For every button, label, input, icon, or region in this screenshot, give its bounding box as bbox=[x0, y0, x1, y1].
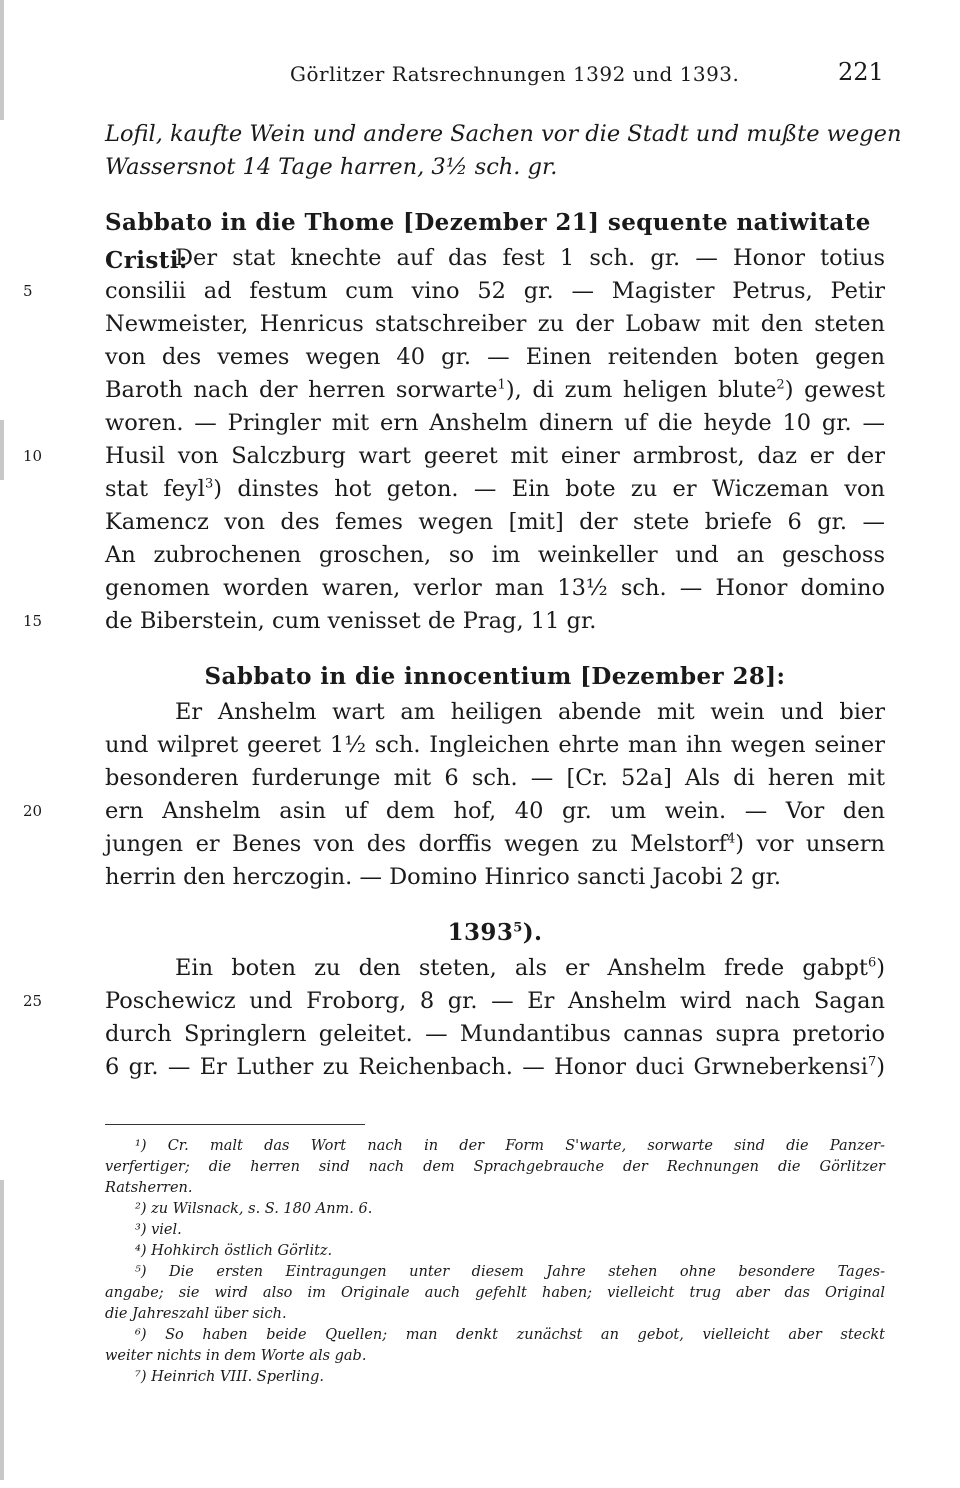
text-line bbox=[105, 1051, 885, 1084]
text-line: von des vemes wegen 40 gr. — Einen reitenden boten gegen bbox=[105, 344, 885, 370]
line-text: Husil von Salczburg wart geeret mit einer armbrost, daz er der bbox=[105, 443, 885, 469]
text-line bbox=[105, 828, 885, 861]
line-text: ) vor unsern bbox=[735, 831, 885, 857]
footnote: ⁴) Hohkirch östlich Görlitz. bbox=[135, 1243, 333, 1259]
line-text: Baroth nach der herren sorwarte bbox=[105, 377, 498, 403]
text-line bbox=[23, 275, 885, 308]
text-line bbox=[105, 473, 885, 506]
text-line bbox=[23, 605, 885, 638]
spacer bbox=[105, 894, 885, 914]
text-line: Newmeister, Henricus statschreiber zu der Lobaw mit den steten bbox=[105, 311, 885, 337]
footnote-divider bbox=[105, 1124, 365, 1125]
text-line bbox=[23, 985, 885, 1018]
text-line: genomen worden waren, verlor man 13½ sch. — Honor domino bbox=[105, 575, 885, 601]
section-heading: Sabbato in die Thome [Dezember 21] sequente natiwitate Cristi: bbox=[105, 209, 871, 274]
main-text bbox=[23, 118, 902, 1084]
footnote: ²) zu Wilsnack, s. S. 180 Anm. 6. bbox=[135, 1201, 373, 1217]
footnote: angabe; sie wird also im Originale auch gefehlt haben; vielleicht trug aber das Original bbox=[105, 1285, 885, 1301]
text-line: besonderen furderunge mit 6 sch. — [Cr. 52a] Als di heren mit bbox=[105, 765, 885, 791]
line-number: 10 bbox=[23, 447, 43, 465]
year-heading bbox=[105, 914, 885, 952]
text-line bbox=[105, 374, 885, 407]
footnote: ³) viel. bbox=[135, 1222, 182, 1238]
text-line: herrin den herczogin. — Domino Hinrico sancti Jacobi 2 gr. bbox=[105, 864, 782, 890]
text-line: Kamencz von des femes wegen [mit] der stete briefe 6 gr. — bbox=[105, 509, 885, 535]
footnote-ref: 4 bbox=[727, 831, 736, 847]
line-text: Poschewicz und Froborg, 8 gr. — Er Anshelm wird nach Sagan bbox=[105, 988, 885, 1014]
line-text: de Biberstein, cum venisset de Prag, 11 gr. bbox=[105, 608, 597, 634]
line-text: ern Anshelm asin uf dem hof, 40 gr. um wein. — Vor den bbox=[105, 798, 885, 824]
text-line: Der stat knechte auf das fest 1 sch. gr. — Honor totius bbox=[175, 245, 885, 271]
footnotes bbox=[105, 1136, 885, 1388]
line-text: stat feyl bbox=[105, 476, 205, 502]
text-line: Lofil, kaufte Wein und andere Sachen vor die Stadt und mußte wegen bbox=[105, 121, 902, 147]
line-text: ) bbox=[876, 955, 885, 981]
line-text: ) gewest bbox=[784, 377, 885, 403]
running-head: Görlitzer Ratsrechnungen 1392 und 1393. bbox=[290, 62, 740, 86]
year-suffix: ). bbox=[522, 919, 543, 946]
line-number: 15 bbox=[23, 612, 43, 630]
year: 1393 bbox=[447, 919, 514, 946]
text-line bbox=[23, 795, 885, 828]
spacer bbox=[105, 638, 885, 658]
footnote: ⁵) Die ersten Eintragungen unter diesem Jahre stehen ohne besondere Tages- bbox=[135, 1264, 885, 1280]
footnote: Ratsherren. bbox=[105, 1180, 193, 1196]
footnote-ref: 7 bbox=[867, 1054, 877, 1070]
footnote-ref: 1 bbox=[497, 377, 506, 393]
line-text: 6 gr. — Er Luther zu Reichenbach. — Honor duci Grwneberkensi bbox=[105, 1054, 868, 1080]
line-text: jungen er Benes von des dorffis wegen zu Melstorf bbox=[105, 831, 728, 857]
page-header bbox=[0, 58, 960, 88]
line-number: 5 bbox=[23, 282, 33, 300]
footnote: ⁶) So haben beide Quellen; man denkt zunächst an gebot, vielleicht aber steckt bbox=[135, 1327, 885, 1343]
line-number: 20 bbox=[23, 802, 43, 820]
footnote-ref: 3 bbox=[204, 476, 214, 492]
text-line: An zubrochenen groschen, so im weinkeller und an geschoss bbox=[105, 542, 885, 568]
line-text: consilii ad festum cum vino 52 gr. — Magister Petrus, Petir bbox=[105, 278, 885, 304]
line-text: ) dinstes hot geton. — Ein bote zu er Wiczeman von bbox=[213, 476, 885, 502]
section-heading: Sabbato in die innocentium [Dezember 28]: bbox=[204, 663, 786, 690]
page-number: 221 bbox=[838, 58, 884, 86]
spacer bbox=[105, 184, 885, 204]
text-line bbox=[105, 952, 885, 985]
scan-edge bbox=[0, 0, 6, 1488]
text-line bbox=[23, 440, 885, 473]
text-line: durch Springlern geleitet. — Mundantibus cannas supra pretorio bbox=[105, 1021, 885, 1047]
line-text: ), di zum heligen blute bbox=[505, 377, 777, 403]
footnote-ref: 6 bbox=[867, 955, 877, 971]
text-line: und wilpret geeret 1½ sch. Ingleichen ehrte man ihn wegen seiner bbox=[105, 732, 885, 758]
text-line: woren. — Pringler mit ern Anshelm dinern uf die heyde 10 gr. — bbox=[105, 410, 885, 436]
footnote-ref: 5 bbox=[513, 920, 523, 936]
line-text: ) bbox=[876, 1054, 885, 1080]
footnote: ⁷) Heinrich VIII. Sperling. bbox=[135, 1369, 325, 1385]
footnote: weiter nichts in dem Worte als gab. bbox=[105, 1348, 367, 1364]
text-line: Er Anshelm wart am heiligen abende mit wein und bier bbox=[175, 699, 885, 725]
footnote: die Jahreszahl über sich. bbox=[105, 1306, 287, 1322]
footnote-ref: 2 bbox=[776, 377, 785, 393]
text-line: Wassersnot 14 Tage harren, 3½ sch. gr. bbox=[105, 154, 558, 180]
footnote: ¹) Cr. malt das Wort nach in der Form S'warte, sorwarte sind die Panzer- bbox=[135, 1138, 885, 1154]
footnote: verfertiger; die herren sind nach dem Sprachgebrauche der Rechnungen die Görlitzer bbox=[105, 1159, 885, 1175]
line-text: Ein boten zu den steten, als er Anshelm frede gabpt bbox=[175, 955, 868, 981]
line-number: 25 bbox=[23, 992, 43, 1010]
